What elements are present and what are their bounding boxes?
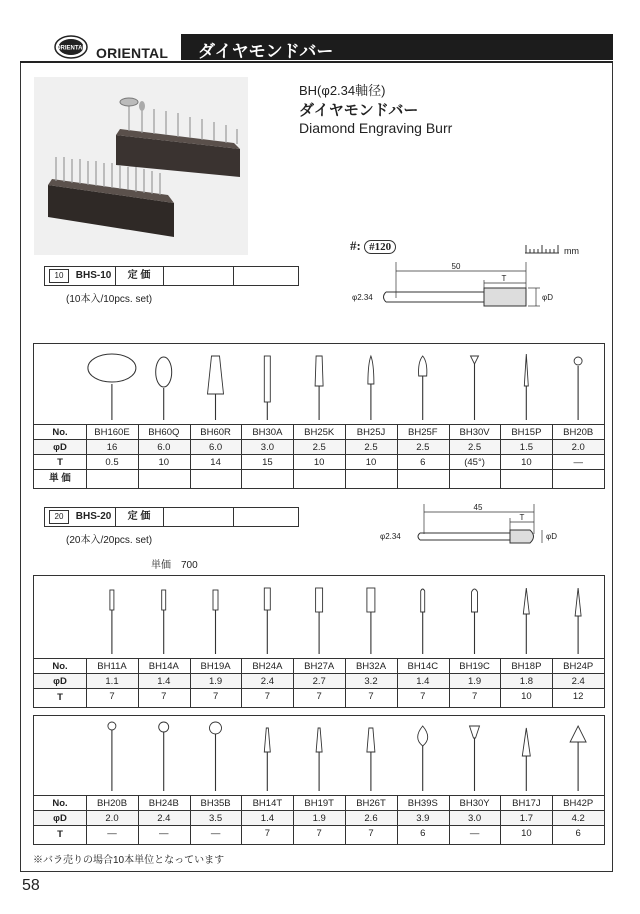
product-name-en: Diamond Engraving Burr bbox=[299, 120, 453, 136]
table-cell-t: 7 bbox=[109, 691, 115, 702]
column-divider bbox=[190, 795, 191, 844]
table-cell-models: BH35B bbox=[200, 798, 231, 809]
diagram-d-label: φD bbox=[546, 532, 557, 541]
table-cell-d: 1.1 bbox=[105, 676, 119, 687]
table-cell-d: 2.5 bbox=[312, 442, 326, 453]
table-row-no: No. BH20B BH24B BH35B BH14T BH19T BH26T BH39S BH30Y BH17J BH42P bbox=[34, 795, 604, 811]
table-cell-d: 6.0 bbox=[208, 442, 223, 453]
table-row-d: φD 2.0 2.4 3.5 1.4 1.9 2.6 3.9 3.0 1.7 4.2 bbox=[34, 810, 604, 826]
table-cell-t: 6 bbox=[420, 457, 426, 468]
set-code: BHS-20 bbox=[75, 511, 112, 522]
table-cell-models: BH19T bbox=[304, 798, 334, 809]
column-divider bbox=[293, 795, 294, 844]
set-price-extra bbox=[233, 508, 297, 526]
oriental-logo bbox=[54, 35, 88, 59]
inverted-cone-burr-icon bbox=[471, 356, 479, 420]
table-cell-models: BH20B bbox=[563, 427, 594, 438]
set-price-extra bbox=[233, 267, 297, 285]
table-cell-t: — bbox=[159, 828, 169, 839]
cylinder-burr-icon bbox=[110, 590, 114, 654]
table-cell-models: BH15P bbox=[511, 427, 542, 438]
table-row-t: T 0.5 10 14 15 10 10 6 (45°) 10 — bbox=[34, 454, 604, 470]
table-cell-models: BH30V bbox=[459, 427, 490, 438]
table-row-price: 単 価 bbox=[34, 469, 604, 488]
dimension-diagram-2 bbox=[380, 500, 590, 561]
table-cell-t: 7 bbox=[368, 691, 374, 702]
set-box-bhs20 bbox=[44, 507, 299, 527]
table-cell-t: 7 bbox=[316, 691, 322, 702]
table-cell-t: — bbox=[469, 828, 480, 839]
table-cell-models: BH30Y bbox=[459, 798, 490, 809]
round-end-burr-icon bbox=[472, 589, 478, 654]
pear-burr-icon bbox=[418, 726, 428, 791]
column-divider bbox=[552, 658, 553, 707]
set-price-label: 定 価 bbox=[115, 267, 164, 285]
needle-burr-icon bbox=[523, 588, 529, 654]
grit-prefix: #: bbox=[350, 238, 361, 253]
table-cell-d: 1.4 bbox=[260, 813, 274, 824]
table-cell-models: BH24P bbox=[563, 661, 594, 672]
column-divider bbox=[241, 658, 242, 707]
table-cell-d: 3.0 bbox=[467, 813, 482, 824]
ball-burr-icon bbox=[108, 722, 116, 791]
cone-burr-icon bbox=[208, 356, 224, 420]
round-end-burr-icon bbox=[421, 589, 425, 654]
set-code: BHS-10 bbox=[75, 270, 112, 281]
table-cell-d: 1.4 bbox=[416, 676, 430, 687]
table-cell-d: 2.5 bbox=[364, 442, 378, 453]
dimension-diagram-1 bbox=[348, 258, 580, 325]
bud-burr-icon bbox=[419, 356, 427, 420]
burr-table-2 bbox=[33, 575, 605, 708]
table-cell-models: BH25K bbox=[304, 427, 335, 438]
twist-burr-icon bbox=[315, 356, 323, 420]
grit-indicator bbox=[350, 238, 396, 254]
table-cell-models: BH26T bbox=[356, 798, 386, 809]
table-row-t: T 7 7 7 7 7 7 7 7 10 12 bbox=[34, 688, 604, 707]
column-divider bbox=[500, 658, 501, 707]
diagram-d-label: φD bbox=[542, 293, 553, 302]
page-title: ダイヤモンドバー bbox=[198, 42, 334, 61]
table-cell-d: 1.9 bbox=[312, 813, 326, 824]
table-cell-t: 10 bbox=[521, 691, 532, 702]
table-cell-models: BH11A bbox=[97, 661, 127, 672]
table-cell-t: 10 bbox=[365, 457, 377, 468]
table-cell-d: 2.4 bbox=[157, 813, 171, 824]
table-cell-t: 12 bbox=[572, 691, 584, 702]
table-cell-d: 2.4 bbox=[260, 676, 274, 687]
table-cell-t: 6 bbox=[420, 828, 426, 839]
set-price-value bbox=[163, 508, 234, 526]
diagram-t-label: T bbox=[519, 513, 525, 522]
column-divider bbox=[293, 658, 294, 707]
table-cell-t: — bbox=[573, 457, 583, 468]
table-cell-models: BH39S bbox=[407, 798, 438, 809]
column-divider bbox=[500, 795, 501, 844]
unit-price-label: 単価 700 bbox=[151, 560, 198, 571]
ball-burr-icon bbox=[210, 722, 222, 791]
diagram-shank-label: φ2.34 bbox=[380, 532, 401, 541]
cylinder-burr-icon bbox=[264, 588, 270, 654]
set-price-label: 定 価 bbox=[115, 508, 164, 526]
needle-burr-icon bbox=[524, 354, 528, 420]
table-cell-d: 1.7 bbox=[519, 813, 533, 824]
product-name-jp: ダイヤモンドバー bbox=[299, 102, 419, 119]
scale-ruler-icon bbox=[525, 241, 561, 259]
column-divider bbox=[345, 658, 346, 707]
table-cell-d: 2.0 bbox=[571, 442, 585, 453]
diagram-length-label: 45 bbox=[473, 503, 483, 512]
table-cell-t: 15 bbox=[262, 457, 273, 468]
column-divider bbox=[190, 658, 191, 707]
disc-burr-icon bbox=[88, 354, 136, 420]
set-note: (10本入/10pcs. set) bbox=[66, 294, 153, 305]
table-cell-t: 7 bbox=[471, 691, 478, 702]
table-cell-models: BH14T bbox=[252, 798, 283, 809]
table-cell-models: BH14A bbox=[148, 661, 179, 672]
table-row-d: φD 16 6.0 6.0 3.0 2.5 2.5 2.5 2.5 1.5 2.0 bbox=[34, 439, 604, 455]
diagram-length-label: 50 bbox=[451, 262, 461, 271]
table-cell-t: 7 bbox=[420, 691, 426, 702]
box-icon: 10 bbox=[49, 269, 69, 283]
column-divider bbox=[449, 795, 450, 844]
column-divider bbox=[449, 658, 450, 707]
table-cell-models: BH32A bbox=[355, 661, 387, 672]
table-cell-models: BH160E bbox=[94, 427, 130, 438]
column-divider bbox=[552, 424, 553, 488]
table-cell-t: 10 bbox=[158, 457, 170, 468]
inverted-cone-burr-icon bbox=[470, 726, 480, 791]
table-cell-models: BH24A bbox=[252, 661, 283, 672]
table-cell-models: BH19C bbox=[459, 661, 490, 672]
set-price-value bbox=[163, 267, 234, 285]
table-row-t: T — — — 7 7 7 6 — 10 6 bbox=[34, 825, 604, 844]
column-divider bbox=[397, 424, 398, 488]
table-cell-models: BH19A bbox=[200, 661, 231, 672]
table-cell-t: 7 bbox=[264, 691, 271, 702]
product-model-line: BH(φ2.34軸径) bbox=[299, 83, 386, 98]
table-cell-d: 2.4 bbox=[571, 676, 585, 687]
burr-table-1 bbox=[33, 343, 605, 489]
table-cell-d: 2.5 bbox=[416, 442, 430, 453]
table-cell-d: 1.5 bbox=[519, 442, 533, 453]
grit-value: #120 bbox=[364, 240, 396, 254]
taper-burr-icon bbox=[316, 728, 322, 791]
table-cell-models: BH14C bbox=[407, 661, 439, 672]
table-cell-d: 6.0 bbox=[157, 442, 171, 453]
table-cell-models: BH20B bbox=[96, 798, 128, 809]
ball-burr-icon bbox=[159, 722, 169, 791]
table-cell-t: 7 bbox=[316, 828, 322, 839]
tool-illustrations-row-1 bbox=[34, 344, 604, 424]
column-divider bbox=[293, 424, 294, 488]
table-cell-t: 6 bbox=[575, 828, 581, 839]
page-number: 58 bbox=[22, 877, 40, 894]
needle-burr-icon bbox=[575, 588, 581, 654]
table-cell-models: BH27A bbox=[304, 661, 335, 672]
table-cell-t: 0.5 bbox=[105, 457, 119, 468]
table-cell-d: 4.2 bbox=[571, 813, 585, 824]
needle-burr-icon bbox=[522, 728, 530, 791]
scale-unit: mm bbox=[564, 246, 579, 256]
table-cell-t: 7 bbox=[368, 828, 374, 839]
set-box-bhs10 bbox=[44, 266, 299, 286]
table-cell-t: — bbox=[107, 828, 117, 839]
table-cell-models: BH42P bbox=[563, 798, 594, 809]
table-cell-models: BH60R bbox=[200, 427, 231, 438]
column-divider bbox=[397, 658, 398, 707]
set-note: (20本入/20pcs. set) bbox=[66, 535, 153, 546]
column-divider bbox=[345, 795, 346, 844]
cylinder-burr-icon bbox=[367, 588, 375, 654]
table-cell-models: BH25F bbox=[408, 427, 438, 438]
table-cell-t: — bbox=[210, 828, 221, 839]
cylinder-burr-icon bbox=[162, 590, 166, 654]
table-cell-t: 14 bbox=[210, 457, 221, 468]
table-cell-models: BH17J bbox=[512, 798, 541, 809]
table-cell-d: 1.4 bbox=[157, 676, 171, 687]
triangle-burr-icon bbox=[570, 726, 586, 791]
burr-table-3 bbox=[33, 715, 605, 845]
cylinder-burr-icon bbox=[264, 356, 270, 420]
column-divider bbox=[552, 795, 553, 844]
column-divider bbox=[345, 424, 346, 488]
table-cell-d: 2.0 bbox=[105, 813, 119, 824]
taper-burr-icon bbox=[264, 728, 270, 791]
table-cell-models: BH24B bbox=[148, 798, 179, 809]
column-divider bbox=[138, 658, 139, 707]
column-divider bbox=[138, 795, 139, 844]
taper-burr-icon bbox=[367, 728, 375, 791]
table-cell-d: 1.9 bbox=[208, 676, 223, 687]
table-cell-d: 3.9 bbox=[416, 813, 430, 824]
table-cell-t: 7 bbox=[264, 828, 271, 839]
table-cell-d: 1.8 bbox=[519, 676, 533, 687]
table-cell-t: 10 bbox=[313, 457, 325, 468]
svg-text:ORIENTAL: ORIENTAL bbox=[55, 45, 87, 52]
table-cell-d: 2.5 bbox=[467, 442, 482, 453]
table-cell-d: 2.6 bbox=[364, 813, 378, 824]
table-cell-d: 3.2 bbox=[364, 676, 378, 687]
table-cell-d: 1.9 bbox=[467, 676, 482, 687]
table-cell-d: 3.0 bbox=[260, 442, 274, 453]
table-cell-t: 7 bbox=[212, 691, 219, 702]
box-icon: 20 bbox=[49, 510, 69, 524]
diagram-shank-label: φ2.34 bbox=[352, 293, 373, 302]
table-cell-d: 2.7 bbox=[312, 676, 326, 687]
column-divider bbox=[241, 424, 242, 488]
column-divider bbox=[241, 795, 242, 844]
table-cell-t: 7 bbox=[161, 691, 167, 702]
flame-burr-icon bbox=[368, 356, 374, 420]
cylinder-burr-icon bbox=[213, 590, 218, 654]
oval-burr-icon bbox=[156, 357, 172, 420]
table-cell-models: BH25J bbox=[356, 427, 386, 438]
table-cell-models: BH60Q bbox=[148, 427, 180, 438]
table-cell-t: (45°) bbox=[464, 457, 485, 468]
product-photo bbox=[34, 77, 248, 255]
table-row-no: No. BH11A BH14A BH19A BH24A BH27A BH32A BH14C BH19C BH18P BH24P bbox=[34, 658, 604, 674]
column-divider bbox=[397, 795, 398, 844]
table-cell-d: 16 bbox=[106, 442, 118, 453]
tool-illustrations-row-3 bbox=[34, 716, 604, 795]
footnote: ※バラ売りの場合10本単位となっています bbox=[33, 855, 225, 866]
table-cell-models: BH30A bbox=[252, 427, 283, 438]
table-row-d: φD 1.1 1.4 1.9 2.4 2.7 3.2 1.4 1.9 1.8 2.4 bbox=[34, 673, 604, 689]
ball-burr-icon bbox=[574, 357, 582, 420]
diagram-t-label: T bbox=[501, 274, 507, 283]
brand-name: ORIENTAL bbox=[96, 45, 169, 61]
table-row-no: No. BH160E BH60Q BH60R BH30A BH25K BH25J BH25F BH30V BH15P BH20B bbox=[34, 424, 604, 440]
cylinder-burr-icon bbox=[316, 588, 323, 654]
table-cell-t: 10 bbox=[521, 828, 532, 839]
column-divider bbox=[449, 424, 450, 488]
tool-illustrations-row-2 bbox=[34, 576, 604, 658]
table-cell-t: 10 bbox=[521, 457, 532, 468]
column-divider bbox=[190, 424, 191, 488]
table-cell-models: BH18P bbox=[511, 661, 542, 672]
column-divider bbox=[500, 424, 501, 488]
table-cell-d: 3.5 bbox=[208, 813, 223, 824]
column-divider bbox=[138, 424, 139, 488]
